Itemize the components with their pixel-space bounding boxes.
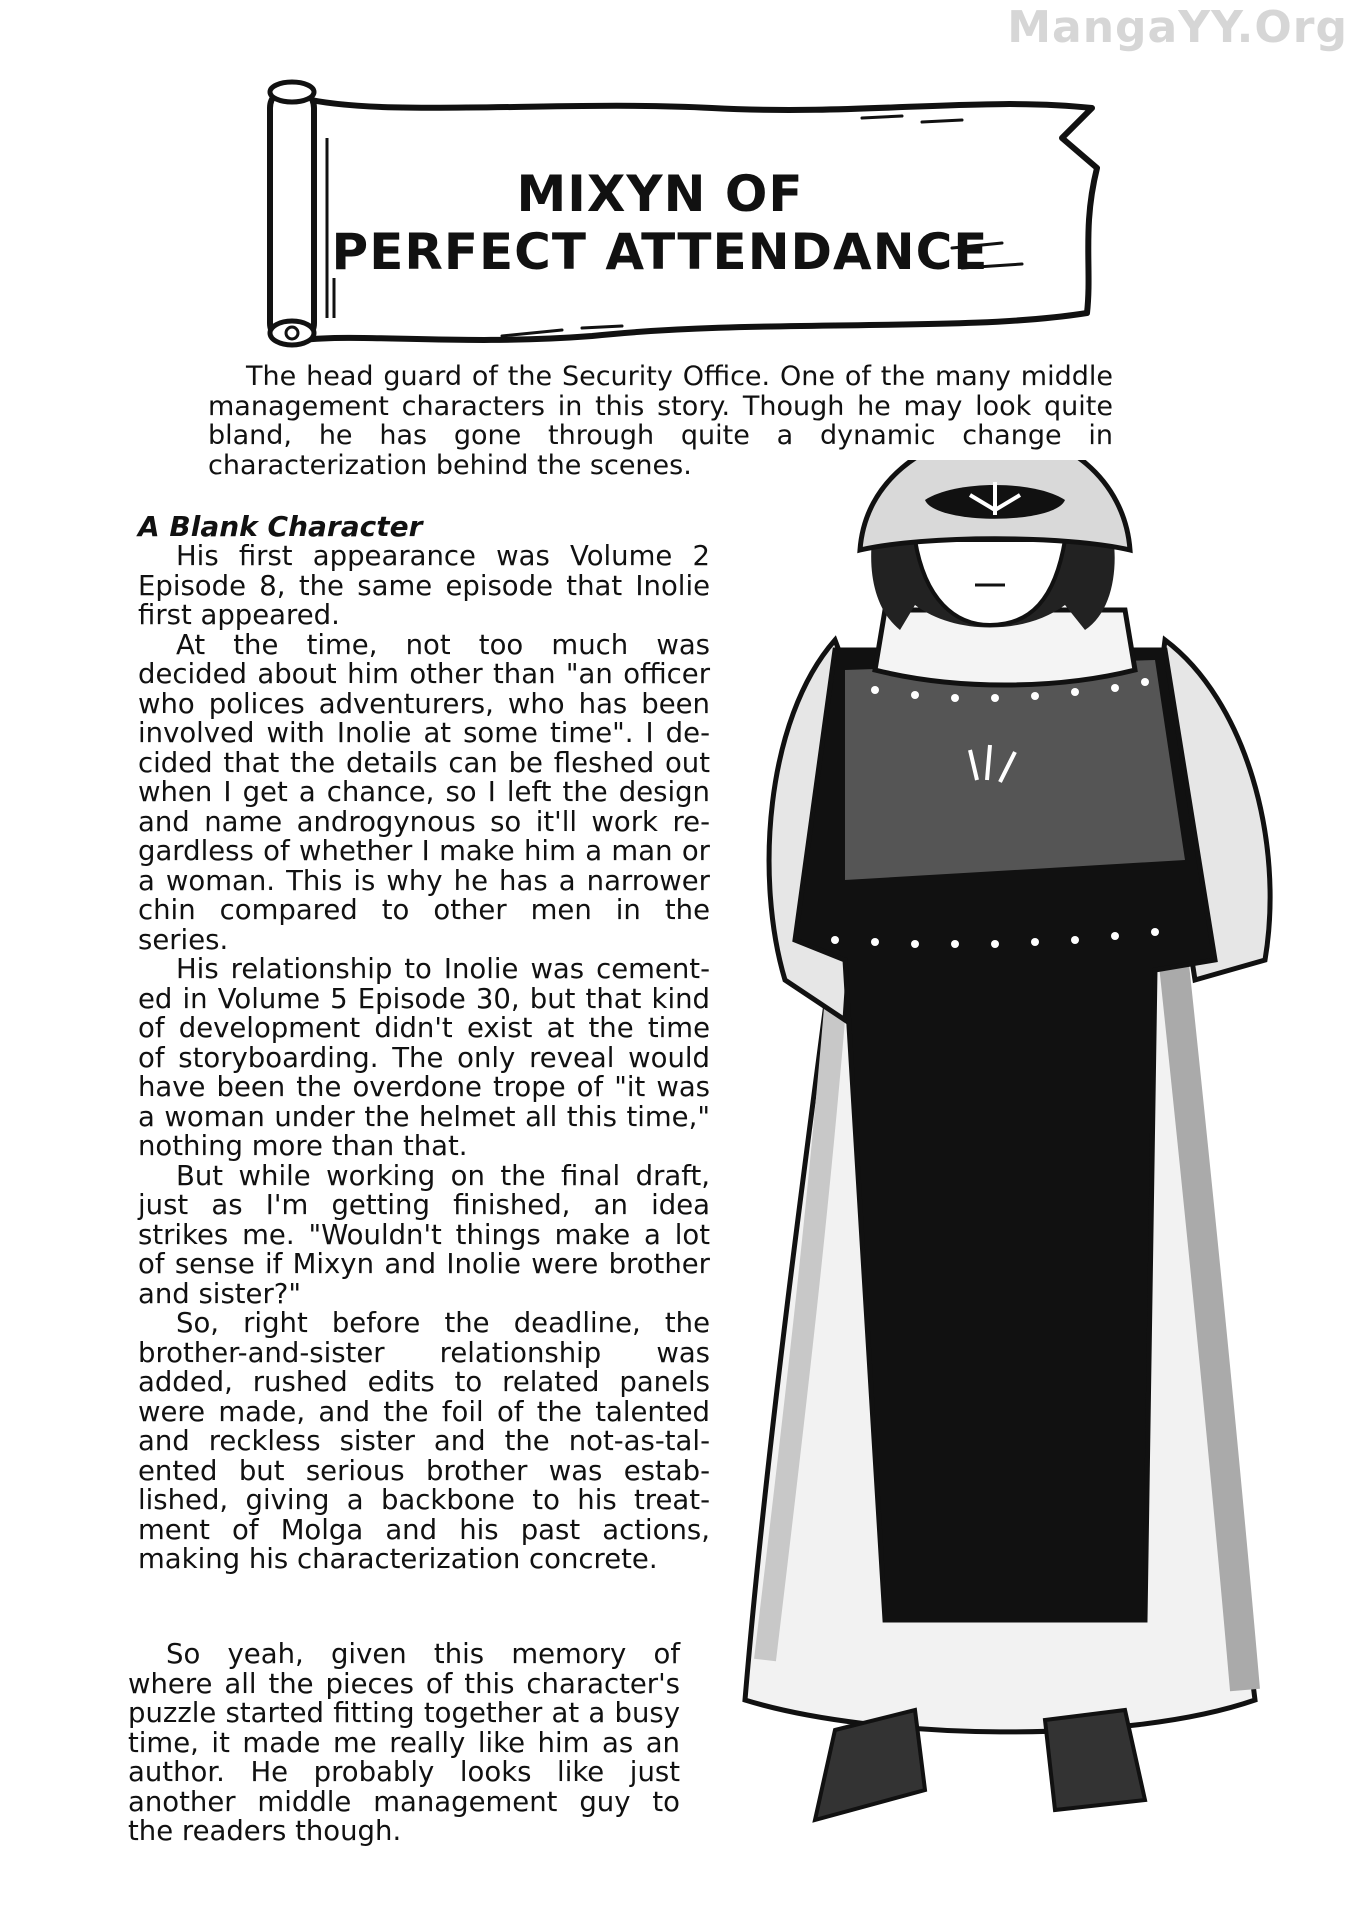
title-line-1: MIXYN OF (516, 165, 804, 223)
article-paragraph: His first appearance was Volume 2 Episode 8, the same episode that Inolie first appeared. (138, 540, 710, 631)
section-heading: A Blank Character (138, 510, 423, 543)
guard-figure (725, 460, 1285, 1910)
article-paragraph: His relationship to Inolie was cemented in Volume 5 Episode 30, but that kind of development didn't exist at the time of storyboarding. The only reveal would have been the overdone trope of "it was a woman under the helmet all this time," nothing more than that. (138, 953, 710, 1162)
article-section (138, 512, 710, 1575)
closing-paragraph: So yeah, given this memory of where all the pieces of this character's puzzle started fitting together at a busy time, it made me really like him as an author. He probably looks like just another middle management guy to the readers though. (128, 1638, 680, 1847)
watermark: MangaYY.Org (1007, 2, 1348, 53)
page-title (300, 165, 1020, 281)
article-paragraph: At the time, not too much was decided about him other than "an officer who polices adventurers, who has been involved with Inolie at some time". I decided that the details can be fleshed out when I get a chance, so I left the design and name androgynous so it'll work regardless of whether I make him a man or a woman. This is why he has a narrower chin compared to other men in the series. (138, 628, 710, 956)
title-line-2: PERFECT ATTENDANCE (331, 223, 989, 281)
character-illustration (725, 460, 1285, 1910)
intro-paragraph: The head guard of the Security Office. One of the many middle management characters in this story. Though he may look quite bland, he has gone through quite a dynamic change in characterization behind the scenes. (208, 361, 1113, 481)
article-paragraph: So, right before the deadline, the brother-and-sister relationship was added, rushed edits to related panels were made, and the foil of the talented and reckless sister and the not-as-talented but serious brother was established, giving a backbone to his treatment of Molga and his past actions, making his characterization concrete. (138, 1307, 710, 1575)
article-paragraph: But while working on the final draft, just as I'm getting finished, an idea strikes me. "Wouldn't things make a lot of sense if Mixyn and Inolie were brother and sister?" (138, 1159, 710, 1310)
